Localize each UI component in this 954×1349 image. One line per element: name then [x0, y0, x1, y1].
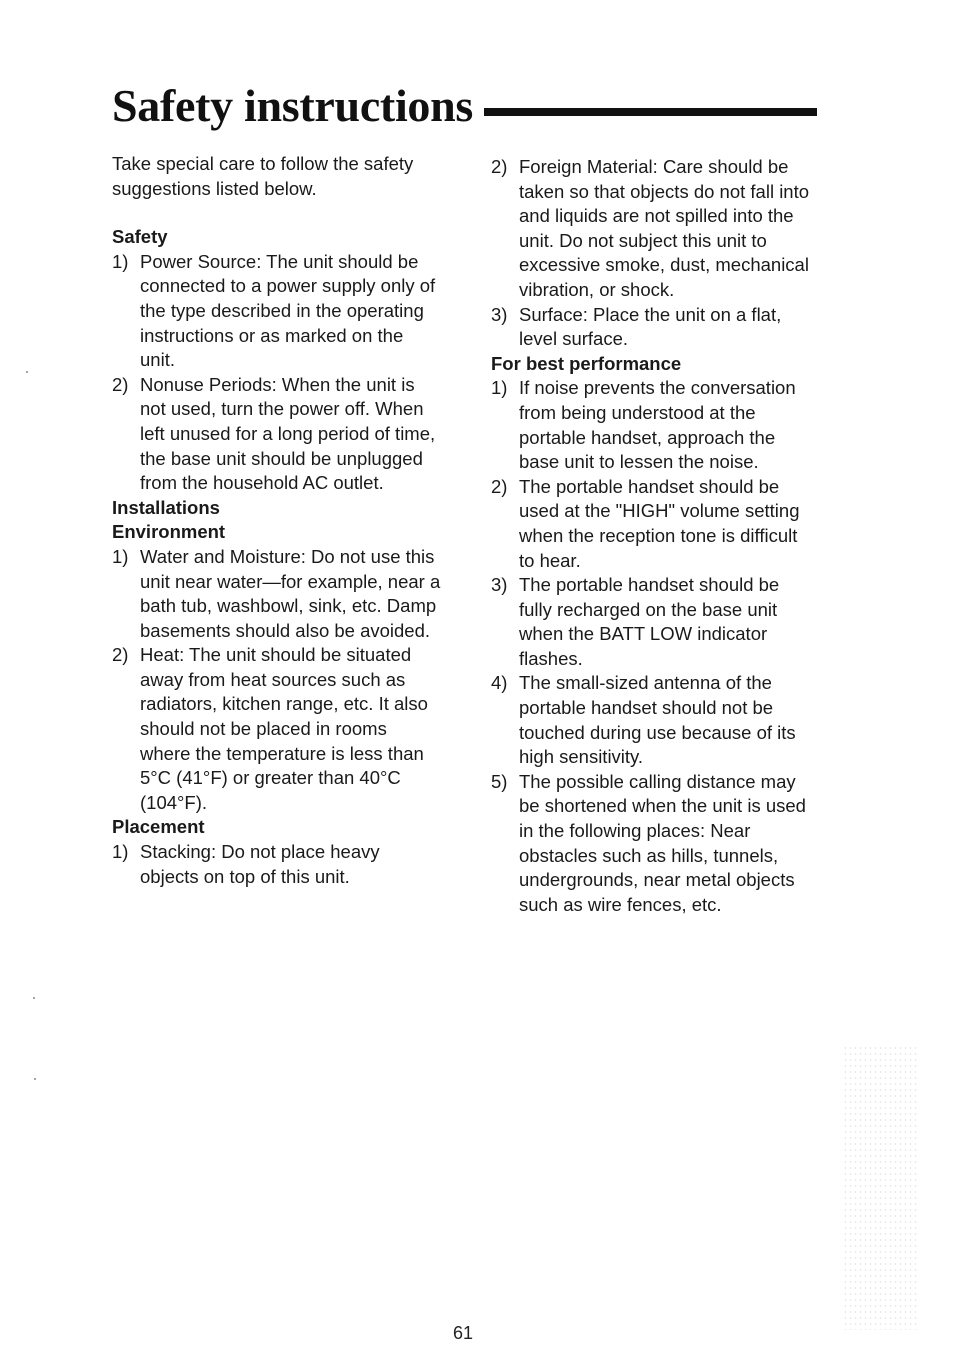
- item-number: 2): [491, 475, 508, 497]
- item-text: The portable handset should be fully recharged on the base unit when the BATT LOW indicator flashes.: [519, 574, 780, 669]
- list-item: [491, 475, 816, 573]
- item-text: Foreign Material: Care should be taken so that objects do not fall into and liquids are not spilled into the unit. Do not subject this unit to excessive smoke, dust, mechanical vibration, or shock.: [519, 156, 810, 300]
- item-number: 2): [112, 373, 129, 395]
- list-item: [491, 155, 816, 303]
- list-item: [112, 545, 442, 643]
- item-text: Stacking: Do not place heavy objects on top of this unit.: [140, 841, 380, 887]
- placement-heading: Placement: [112, 816, 205, 838]
- performance-list: [491, 376, 816, 917]
- item-number: 1): [112, 841, 129, 863]
- scan-speck: [26, 371, 28, 373]
- list-item: [112, 840, 442, 889]
- list-item: [491, 573, 816, 671]
- item-number: 3): [491, 574, 508, 596]
- right-column: [491, 155, 816, 917]
- list-item: [491, 671, 816, 769]
- placement-list-continued: [491, 155, 816, 352]
- safety-heading: Safety: [112, 226, 168, 248]
- page-title: Safety instructions: [112, 80, 474, 131]
- item-text: The small-sized antenna of the portable handset should not be touched during use because of its high sensitivity.: [519, 672, 796, 768]
- left-column: [112, 152, 442, 889]
- page-number: 61: [453, 1323, 474, 1343]
- list-item: [112, 373, 442, 496]
- item-text: The portable handset should be used at the "HIGH" volume setting when the reception tone is difficult to hear.: [519, 475, 800, 571]
- scan-noise: [843, 1045, 918, 1330]
- list-item: [491, 770, 816, 918]
- environment-subheading: Environment: [112, 521, 226, 543]
- installations-heading: Installations: [112, 496, 220, 518]
- environment-list: [112, 545, 442, 816]
- item-number: 3): [491, 303, 508, 325]
- list-item: [112, 250, 442, 373]
- item-number: 4): [491, 672, 508, 694]
- item-text: Nonuse Periods: When the unit is not used, turn the power off. When left unused for a long period of time, the base unit should be unplugged from the household AC outlet.: [140, 373, 436, 494]
- item-number: 2): [112, 644, 129, 666]
- scan-speck: [34, 1078, 36, 1080]
- item-number: 1): [491, 377, 508, 399]
- item-text: Surface: Place the unit on a flat, level surface.: [519, 303, 782, 350]
- item-text: Water and Moisture: Do not use this unit near water—for example, near a bath tub, washbowl, sink, etc. Damp basements should also be avoided.: [140, 545, 441, 641]
- list-item: [112, 643, 442, 815]
- safety-list: [112, 250, 442, 496]
- item-text: Heat: The unit should be situated away from heat sources such as radiators, kitchen range, etc. It also should not be placed in rooms where the temperature is less than 5°C (41°F) or greater than 40°C (104°F).: [140, 644, 428, 813]
- scan-speck: [33, 997, 35, 999]
- list-item: [491, 376, 816, 474]
- intro-text: Take special care to follow the safety suggestions listed below.: [112, 153, 414, 199]
- performance-heading: For best performance: [491, 352, 682, 374]
- item-text: Power Source: The unit should be connected to a power supply only of the type described in the operating instructions or as marked on the unit.: [140, 250, 436, 371]
- title-rule: [484, 108, 817, 116]
- item-text: The possible calling distance may be shortened when the unit is used in the following places: Near obstacles such as hills, tunnels, undergrounds, near metal objects such as wire fences, etc.: [519, 770, 806, 915]
- item-number: 1): [112, 545, 129, 567]
- placement-list: [112, 840, 442, 889]
- title-row: [112, 78, 817, 138]
- list-item: [491, 303, 816, 352]
- item-number: 2): [491, 156, 508, 177]
- item-text: If noise prevents the conversation from being understood at the portable handset, approach the base unit to lessen the noise.: [519, 377, 796, 473]
- item-number: 5): [491, 770, 508, 792]
- item-number: 1): [112, 250, 129, 272]
